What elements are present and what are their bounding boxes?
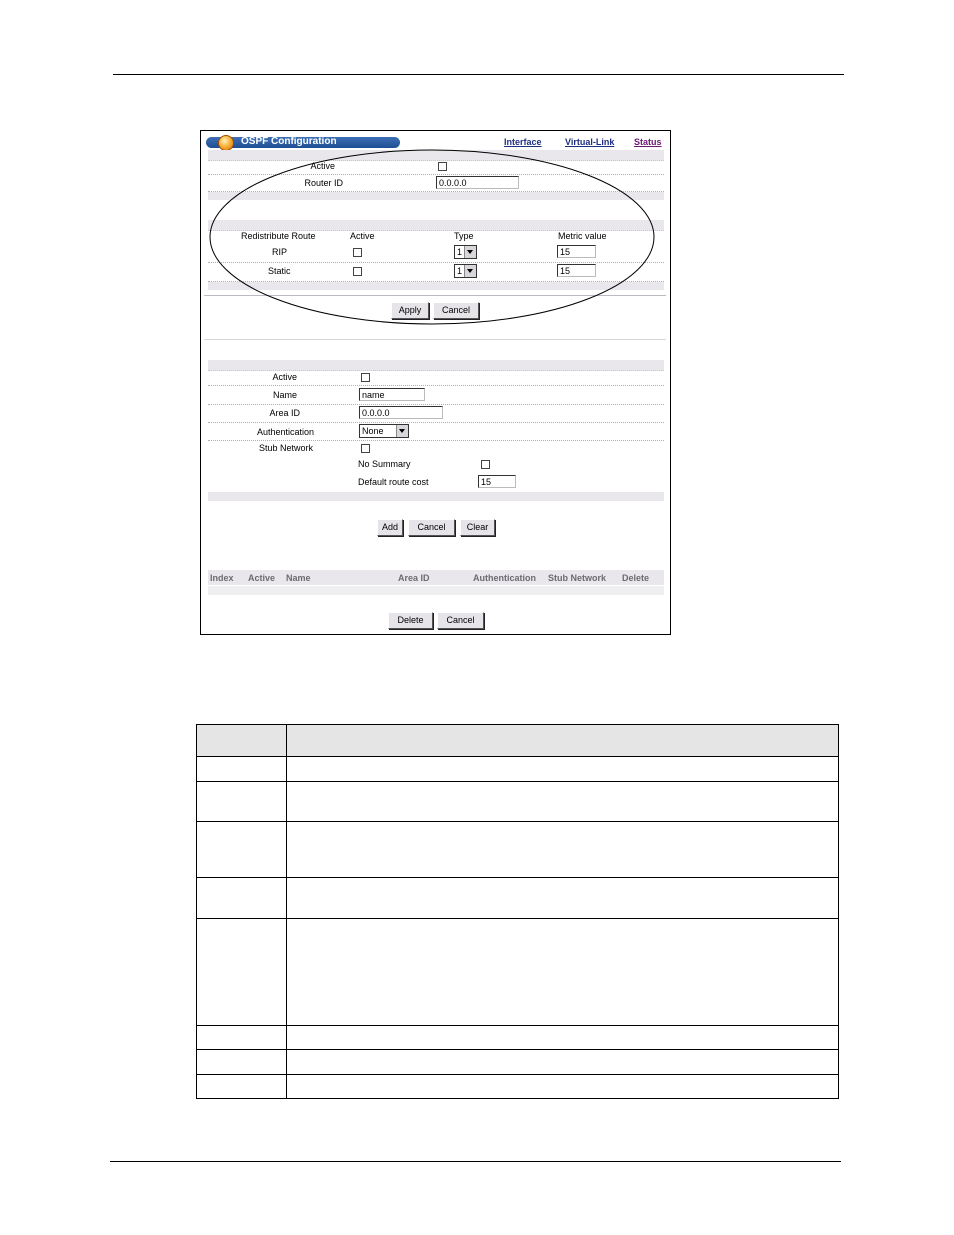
ospf-config-screen: [200, 130, 671, 635]
clear-button[interactable]: Clear: [460, 519, 495, 536]
col-delete: Delete: [622, 573, 650, 583]
rip-type-select[interactable]: 1: [454, 245, 477, 259]
highlight-ellipse: [204, 147, 664, 329]
area-name-label: Name: [272, 390, 297, 400]
table-row: [197, 782, 839, 822]
router-id-label: Router ID: [304, 178, 343, 188]
table-cancel-button[interactable]: Cancel: [437, 612, 484, 629]
col-index: Index: [210, 573, 234, 583]
table-row: [197, 1050, 839, 1075]
page-title: OSPF Configuration: [241, 136, 337, 147]
delete-button[interactable]: Delete: [388, 612, 433, 629]
no-summary-checkbox[interactable]: [481, 460, 490, 469]
router-id-input[interactable]: 0.0.0.0: [436, 176, 519, 189]
redistribute-type-header: Type: [454, 231, 474, 241]
default-route-cost-label: Default route cost: [358, 477, 429, 487]
default-route-cost-input[interactable]: 15: [478, 475, 516, 488]
section-band: [208, 360, 664, 371]
redistribute-metric-header: Metric value: [558, 231, 607, 241]
cancel-button[interactable]: Cancel: [433, 302, 479, 319]
col-active: Active: [248, 573, 276, 583]
table-row: [197, 919, 839, 1026]
redistribute-route-header: Redistribute Route: [241, 231, 316, 241]
footer-rule: [110, 1161, 841, 1162]
static-metric-input[interactable]: 15: [557, 264, 596, 277]
link-status[interactable]: Status: [634, 137, 662, 147]
table-row: [197, 757, 839, 782]
area-id-input[interactable]: 0.0.0.0: [359, 406, 443, 419]
description-table: [196, 724, 839, 1099]
table-row: [197, 878, 839, 919]
area-table-empty-row: [208, 586, 664, 595]
redistribute-route-rip: RIP: [272, 247, 288, 257]
redistribute-route-static: Static: [268, 266, 291, 276]
authentication-select[interactable]: None: [359, 424, 409, 438]
col-authentication: Authentication: [473, 573, 536, 583]
area-active-label: Active: [272, 372, 297, 382]
table-row: [197, 1026, 839, 1050]
col-area-id: Area ID: [398, 573, 430, 583]
stub-network-label: Stub Network: [258, 443, 313, 453]
chevron-down-icon: [396, 425, 408, 437]
no-summary-label: No Summary: [358, 459, 411, 469]
area-active-checkbox[interactable]: [361, 373, 370, 382]
link-virtual-link[interactable]: Virtual-Link: [565, 137, 615, 147]
area-id-label: Area ID: [269, 408, 300, 418]
section-band: [208, 492, 664, 501]
active-label: Active: [310, 161, 335, 171]
header-rule: [113, 74, 844, 75]
stub-network-checkbox[interactable]: [361, 444, 370, 453]
add-button[interactable]: Add: [377, 519, 403, 536]
static-type-select[interactable]: 1: [454, 264, 477, 278]
divider: [204, 339, 666, 340]
area-cancel-button[interactable]: Cancel: [408, 519, 455, 536]
apply-button[interactable]: Apply: [391, 302, 429, 319]
link-interface[interactable]: Interface: [504, 137, 542, 147]
table-row: [197, 1075, 839, 1099]
table-header-row: [197, 725, 839, 757]
rip-metric-input[interactable]: 15: [557, 245, 596, 258]
authentication-label: Authentication: [256, 427, 314, 437]
col-stub-network: Stub Network: [548, 573, 607, 583]
table-row: [197, 822, 839, 878]
redistribute-active-header: Active: [350, 231, 375, 241]
col-name: Name: [286, 573, 311, 583]
area-name-input[interactable]: name: [359, 388, 425, 401]
